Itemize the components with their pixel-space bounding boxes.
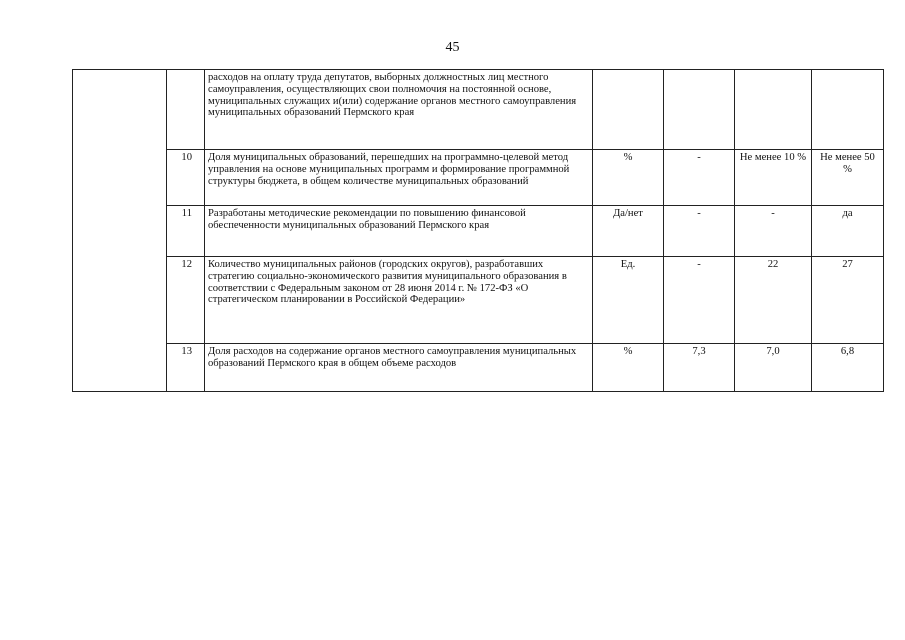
unit-cell: Ед. xyxy=(593,257,664,344)
page-number: 45 xyxy=(445,40,460,55)
value-cell-3: да xyxy=(812,206,884,257)
unit-cell xyxy=(593,70,664,150)
row-number-cell: 12 xyxy=(167,257,205,344)
table-row xyxy=(73,150,884,206)
indicator-text-cell: Доля муниципальных образований, перешедших на программно-целевой метод управления на основе муниципальных программ и формирование программной структуры бюджета, в общем количестве муниципальных образований xyxy=(205,150,593,206)
value-cell-3: 27 xyxy=(812,257,884,344)
row-number-cell: 13 xyxy=(167,344,205,392)
value-cell-2: - xyxy=(735,206,812,257)
value-cell-1 xyxy=(664,70,735,150)
table-row xyxy=(73,70,884,150)
merged-blank-cell xyxy=(73,70,167,392)
value-cell-1: 7,3 xyxy=(664,344,735,392)
value-cell-2 xyxy=(735,70,812,150)
value-cell-1: - xyxy=(664,206,735,257)
table-row xyxy=(73,257,884,344)
indicators-table xyxy=(72,69,884,392)
indicator-text-cell: расходов на оплату труда депутатов, выборных должностных лиц местного самоуправления, осуществляющих свои полномочия на постоянной основе, муниципальных служащих и(или) содержание органов местного самоуправления муниципальных образований Пермского края xyxy=(205,70,593,150)
indicator-text-cell: Доля расходов на содержание органов местного самоуправления муниципальных образований Пермского края в общем объеме расходов xyxy=(205,344,593,392)
row-number-cell xyxy=(167,70,205,150)
unit-cell: % xyxy=(593,150,664,206)
value-cell-1: - xyxy=(664,257,735,344)
indicator-text-cell: Количество муниципальных районов (городских округов), разработавших стратегию социально-экономического развития муниципального образования в соответствии с Федеральным законом от 28 июня 2014 г. № 172-ФЗ «О стратегическом планировании в Российской Федерации» xyxy=(205,257,593,344)
value-cell-2: Не менее 10 % xyxy=(735,150,812,206)
table-row xyxy=(73,344,884,392)
value-cell-1: - xyxy=(664,150,735,206)
value-cell-3 xyxy=(812,70,884,150)
value-cell-2: 7,0 xyxy=(735,344,812,392)
value-cell-3: 6,8 xyxy=(812,344,884,392)
indicator-text-cell: Разработаны методические рекомендации по повышению финансовой обеспеченности муниципальных образований Пермского края xyxy=(205,206,593,257)
unit-cell: Да/нет xyxy=(593,206,664,257)
row-number-cell: 11 xyxy=(167,206,205,257)
unit-cell: % xyxy=(593,344,664,392)
value-cell-3: Не менее 50 % xyxy=(812,150,884,206)
row-number-cell: 10 xyxy=(167,150,205,206)
table-row xyxy=(73,206,884,257)
value-cell-2: 22 xyxy=(735,257,812,344)
